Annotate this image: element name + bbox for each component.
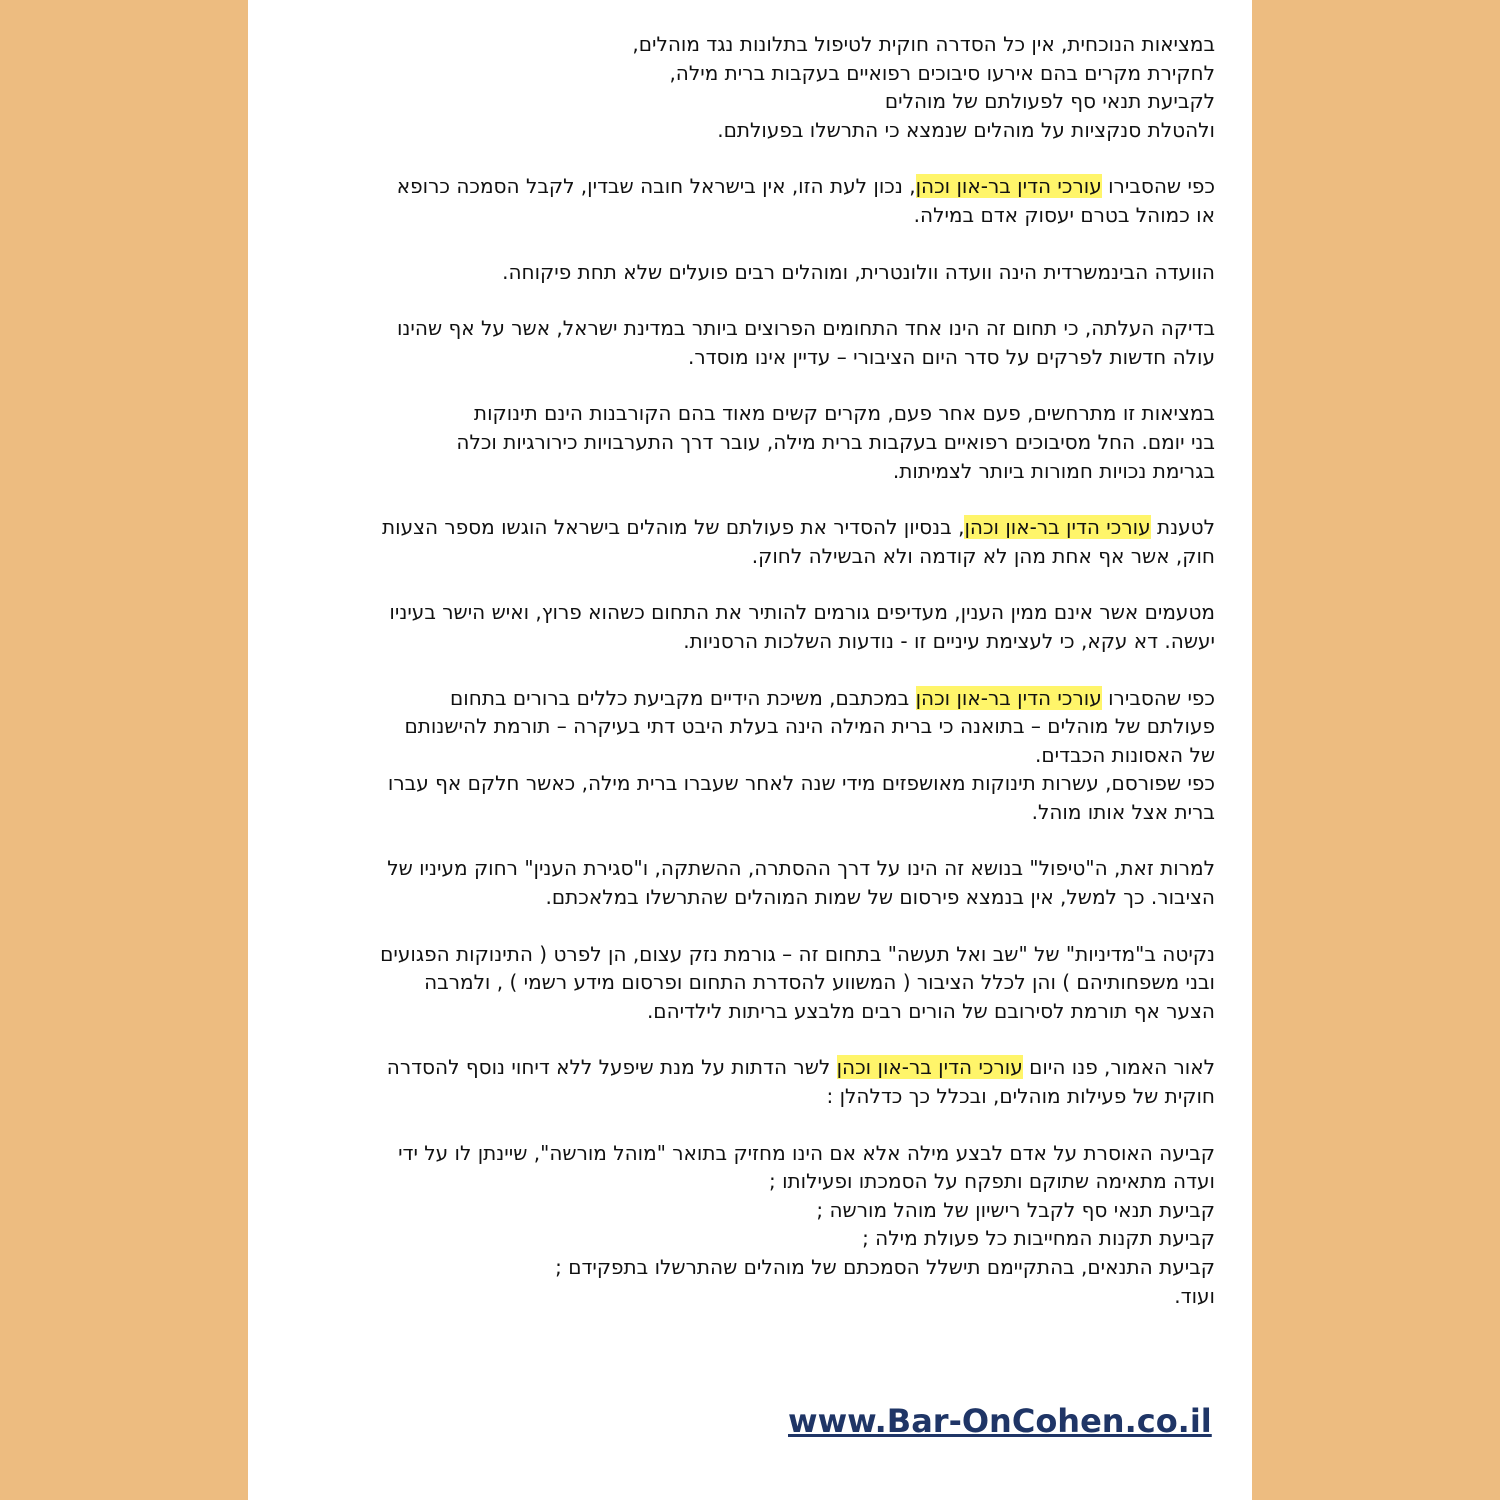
text-segment: לשר הדתות על מנת שיפעל ללא דיחוי נוסף להסדרה: [386, 1055, 837, 1080]
highlighted-firm-name: עורכי הדין בר-און וכהן: [915, 174, 1102, 199]
text-line: [278, 1053, 1215, 1082]
text-line: לקביעת תנאי סף לפעולתם של מוהלים: [884, 89, 1215, 114]
text-line: כפי שפורסם, עשרות תינוקות מאושפזים מידי שנה לאחר שעברו ברית מילה, כאשר חלקם אף עברו: [387, 771, 1215, 796]
paragraph: [278, 172, 1215, 229]
text-segment: , נכון לעת הזו, אין בישראל חובה שבדין, לקבל הסמכה כרופא: [396, 174, 916, 199]
text-line: למרות זאת, ה"טיפול" בנושא זה הינו על דרך ההסתרה, ההשתקה, ו"סגירת הענין" רחוק מעיניו של: [387, 856, 1215, 881]
text-line: קביעת תנאי סף לקבל רישיון של מוהל מורשה ;: [816, 1197, 1215, 1222]
text-line: או כמוהל בטרם יעסוק אדם במילה.: [913, 202, 1215, 227]
text-line: הצער אף תורמת לסירובם של הורים רבים מלבצע בריתות לילדיהם.: [646, 998, 1215, 1023]
text-line: חוק, אשר אף אחת מהן לא קודמה ולא הבשילה לחוק.: [751, 543, 1215, 568]
text-line: [278, 172, 1215, 201]
text-line: בני יומם. החל מסיבוכים רפואיים בעקבות ברית מילה, עובר דרך התערבויות כירורגיות וכלה: [456, 429, 1215, 454]
text-segment: במכתבם, משיכת הידיים מקביעת כללים ברורים בתחום: [450, 685, 916, 710]
text-line: במציאות זו מתרחשים, פעם אחר פעם, מקרים קשים מאוד בהם הקורבנות הינם תינוקות: [473, 401, 1215, 426]
text-line: הוועדה הבינמשרדית הינה וועדה וולונטרית, ומוהלים רבים פועלים שלא תחת פיקוחה.: [502, 259, 1215, 284]
paragraph: [278, 314, 1215, 371]
text-line: נקיטה ב"מדיניות" של "שב ואל תעשה" בתחום זה – גורמת נזק עצום, הן לפרט ( התינוקות הפגועים: [380, 941, 1215, 966]
text-line: ולהטלת סנקציות על מוהלים שנמצא כי התרשלו בפעולתם.: [717, 117, 1215, 142]
paragraph: [278, 1053, 1215, 1110]
text-line: [278, 513, 1215, 542]
paragraph: [278, 940, 1215, 1026]
website-link[interactable]: www.Bar-OnCohen.co.il: [788, 1402, 1212, 1440]
text-segment: לאור האמור, פנו היום: [1022, 1055, 1215, 1080]
text-line: ובני משפחותיהם ) והן לכלל הציבור ( המשווע להסדרת התחום ופרסום מידע רשמי ) , ולמרבה: [424, 970, 1215, 995]
paragraph: [278, 258, 1215, 287]
highlighted-firm-name: עורכי הדין בר-און וכהן: [915, 685, 1102, 710]
paragraph: [278, 513, 1215, 570]
text-line: לחקירת מקרים בהם אירעו סיבוכים רפואיים בעקבות ברית מילה,: [669, 60, 1215, 85]
paragraph: [278, 1139, 1215, 1311]
paragraph: [278, 684, 1215, 827]
text-line: חוקית של פעילות מוהלים, ובכלל כך כדלהלן :: [826, 1084, 1215, 1109]
text-line: קביעת תקנות המחייבות כל פעולת מילה ;: [862, 1226, 1215, 1251]
text-line: בדיקה העלתה, כי תחום זה הינו אחד התחומים הפרוצים ביותר במדינת ישראל, אשר על אף שהינו: [396, 316, 1215, 341]
text-line: יעשה. דא עקא, כי לעצימת עיניים זו - נודעות השלכות הרסניות.: [683, 628, 1215, 653]
highlighted-firm-name: עורכי הדין בר-און וכהן: [836, 1055, 1023, 1080]
text-segment: כפי שהסבירו: [1101, 685, 1215, 710]
document-body: [278, 30, 1215, 1338]
paragraph: [278, 854, 1215, 911]
text-line: קביעת התנאים, בהתקיימם תישלל הסמכתם של מוהלים שהתרשלו בתפקידם ;: [555, 1255, 1215, 1279]
text-line: במציאות הנוכחית, אין כל הסדרה חוקית לטיפול בתלונות נגד מוהלים,: [632, 32, 1215, 56]
text-line: מטעמים אשר אינם ממין הענין, מעדיפים גורמים להותיר את התחום כשהוא פרוץ, ואיש הישר בעיניו: [389, 600, 1215, 625]
text-line: של האסונות הכבדים.: [1035, 742, 1215, 767]
text-line: הציבור. כך למשל, אין בנמצא פירסום של שמות המוהלים שהתרשלו במלאכתם.: [545, 885, 1215, 910]
paragraph: [278, 399, 1215, 485]
text-line: [278, 684, 1215, 713]
text-line: ברית אצל אותו מוהל.: [1031, 799, 1215, 824]
text-segment: לטענת: [1150, 515, 1215, 540]
text-segment: כפי שהסבירו: [1101, 174, 1215, 199]
document-page: [248, 0, 1252, 1500]
paragraph: [278, 598, 1215, 655]
text-line: פעולתם של מוהלים – בתואנה כי ברית המילה הינה בעלת היבט דתי בעיקרה – תורמת להישנותם: [404, 714, 1215, 739]
paragraph: [278, 30, 1215, 144]
text-line: ועדה מתאימה שתוקם ותפקח על הסמכתו ופעילותו ;: [768, 1169, 1215, 1194]
text-segment: , בנסיון להסדיר את פעולתם של מוהלים בישראל הוגשו מספר הצעות: [382, 515, 965, 540]
text-line: ועוד.: [1174, 1283, 1215, 1308]
text-line: עולה חדשות לפרקים על סדר היום הציבורי – עדיין אינו מוסדר.: [687, 344, 1215, 369]
text-line: בגרימת נכויות חמורות ביותר לצמיתות.: [892, 458, 1215, 483]
highlighted-firm-name: עורכי הדין בר-און וכהן: [964, 515, 1151, 540]
text-line: קביעה האוסרת על אדם לבצע מילה אלא אם הינו מחזיק בתואר "מוהל מורשה", שיינתן לו על ידי: [398, 1140, 1215, 1165]
